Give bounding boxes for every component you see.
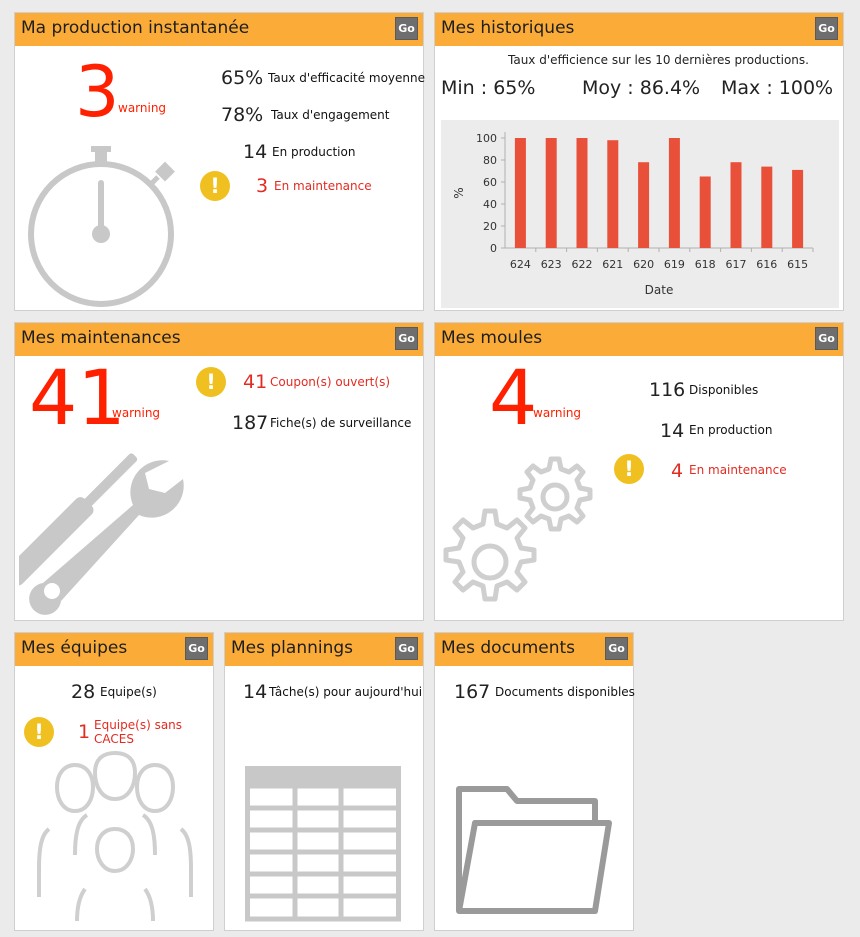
plannings-go-button[interactable]: Go <box>395 637 418 660</box>
maintenance-coupons-label: Coupon(s) ouvert(s) <box>270 375 391 389</box>
teams-caces-label-line2: CACES <box>94 732 134 746</box>
history-header <box>435 13 843 46</box>
chart-bar <box>577 138 588 248</box>
team-people-icon <box>35 751 195 923</box>
chart-x-tick-label: 623 <box>540 258 562 271</box>
production-engagement-value: 78% <box>221 104 264 126</box>
calendar-table-icon <box>245 766 401 922</box>
chart-y-tick-label: 100 <box>476 132 497 145</box>
plannings-tasks-label: Tâche(s) pour aujourd'hui <box>269 685 423 699</box>
production-efficiency-value: 65% <box>221 67 264 89</box>
chart-x-tick-label: 620 <box>633 258 655 271</box>
documents-title: Mes documents <box>441 638 576 658</box>
history-title: Mes historiques <box>441 18 575 38</box>
maintenance-go-button[interactable]: Go <box>395 327 418 350</box>
documents-card <box>434 632 634 931</box>
production-warning-label: warning <box>118 101 167 115</box>
gears-icon <box>441 453 611 618</box>
production-engagement-label: Taux d'engagement <box>271 108 390 122</box>
plannings-tasks-value: 14 <box>243 681 268 703</box>
documents-count-label: Documents disponibles <box>495 685 635 699</box>
chart-bar <box>607 140 618 248</box>
molds-inprod-value: 14 <box>660 420 685 442</box>
teams-caces-label-line1: Equipe(s) sans <box>94 718 183 732</box>
documents-header <box>435 633 633 666</box>
chart-y-tick-label: 60 <box>483 176 497 189</box>
maintenance-fiches-value: 187 <box>232 412 269 434</box>
history-bar-chart <box>441 120 839 308</box>
maintenance-title: Mes maintenances <box>21 328 181 348</box>
teams-go-button[interactable]: Go <box>185 637 208 660</box>
chart-x-tick-label: 622 <box>571 258 593 271</box>
chart-x-tick-label: 621 <box>602 258 624 271</box>
molds-go-button[interactable]: Go <box>815 327 838 350</box>
plannings-card <box>224 632 424 931</box>
history-go-button[interactable]: Go <box>815 17 838 40</box>
production-go-button[interactable]: Go <box>395 17 418 40</box>
documents-go-button[interactable]: Go <box>605 637 628 660</box>
molds-inprod-label: En production <box>689 423 773 437</box>
maintenance-coupons-value: 41 <box>243 371 268 393</box>
wrench-screwdriver-icon <box>19 453 194 618</box>
molds-warning-label: warning <box>533 406 582 420</box>
chart-bar <box>515 138 526 248</box>
maintenance-fiches-label: Fiche(s) de surveillance <box>270 416 412 430</box>
teams-caces-value: 1 <box>78 721 91 743</box>
chart-x-axis-title: Date <box>644 283 674 297</box>
chart-x-tick-label: 619 <box>663 258 685 271</box>
chart-bar <box>546 138 557 248</box>
molds-available-value: 116 <box>649 379 686 401</box>
chart-y-tick-label: 40 <box>483 198 497 211</box>
production-title: Ma production instantanée <box>21 18 250 38</box>
teams-card <box>14 632 214 931</box>
history-moy: Moy : 86.4% <box>582 77 701 99</box>
plannings-title: Mes plannings <box>231 638 354 658</box>
production-efficiency-label: Taux d'efficacité moyenne <box>268 71 426 85</box>
molds-maint-value: 4 <box>671 460 684 482</box>
chart-y-tick-label: 20 <box>483 220 497 233</box>
teams-count-value: 28 <box>71 681 96 703</box>
history-chart-area <box>441 120 839 308</box>
chart-bar <box>761 167 772 248</box>
teams-title: Mes équipes <box>21 638 128 658</box>
maintenance-card <box>14 322 424 621</box>
molds-alert-icon: ! <box>614 454 644 484</box>
teams-count-label: Equipe(s) <box>100 685 157 699</box>
plannings-header <box>225 633 423 666</box>
production-maint-label: En maintenance <box>274 179 372 193</box>
molds-title: Mes moules <box>441 328 543 348</box>
production-inprod-value: 14 <box>243 141 268 163</box>
maintenance-big-count: 41 <box>29 353 126 442</box>
chart-x-tick-label: 616 <box>756 258 778 271</box>
chart-x-tick-label: 618 <box>694 258 716 271</box>
teams-alert-icon: ! <box>24 717 54 747</box>
history-min: Min : 65% <box>441 77 536 99</box>
chart-bar <box>700 177 711 249</box>
chart-bar <box>792 170 803 248</box>
production-alert-icon: ! <box>200 171 230 201</box>
molds-big-count: 4 <box>489 353 538 442</box>
production-big-count: 3 <box>75 51 120 133</box>
molds-maint-label: En maintenance <box>689 463 787 477</box>
history-subtitle: Taux d'efficience sur les 10 dernières productions. <box>508 53 809 67</box>
maintenance-warning-label: warning <box>112 406 161 420</box>
molds-header <box>435 323 843 356</box>
molds-available-label: Disponibles <box>689 383 759 397</box>
history-max: Max : 100% <box>721 77 834 99</box>
production-card <box>14 12 424 311</box>
chart-x-tick-label: 615 <box>787 258 809 271</box>
production-inprod-label: En production <box>272 145 356 159</box>
chart-bar <box>731 162 742 248</box>
history-card <box>434 12 844 311</box>
documents-count-value: 167 <box>454 681 491 703</box>
production-header <box>15 13 423 46</box>
chart-y-axis-title: % <box>452 187 466 199</box>
chart-x-tick-label: 624 <box>509 258 531 271</box>
maintenance-alert-icon: ! <box>196 367 226 397</box>
chart-x-tick-label: 617 <box>725 258 747 271</box>
chart-bar <box>638 162 649 248</box>
teams-header <box>15 633 213 666</box>
production-maint-value: 3 <box>256 175 269 197</box>
chart-y-tick-label: 0 <box>490 242 497 255</box>
molds-card <box>434 322 844 621</box>
maintenance-header <box>15 323 423 356</box>
chart-bar <box>669 138 680 248</box>
chart-y-tick-label: 80 <box>483 154 497 167</box>
stopwatch-icon <box>25 143 195 313</box>
folder-icon <box>455 783 615 917</box>
